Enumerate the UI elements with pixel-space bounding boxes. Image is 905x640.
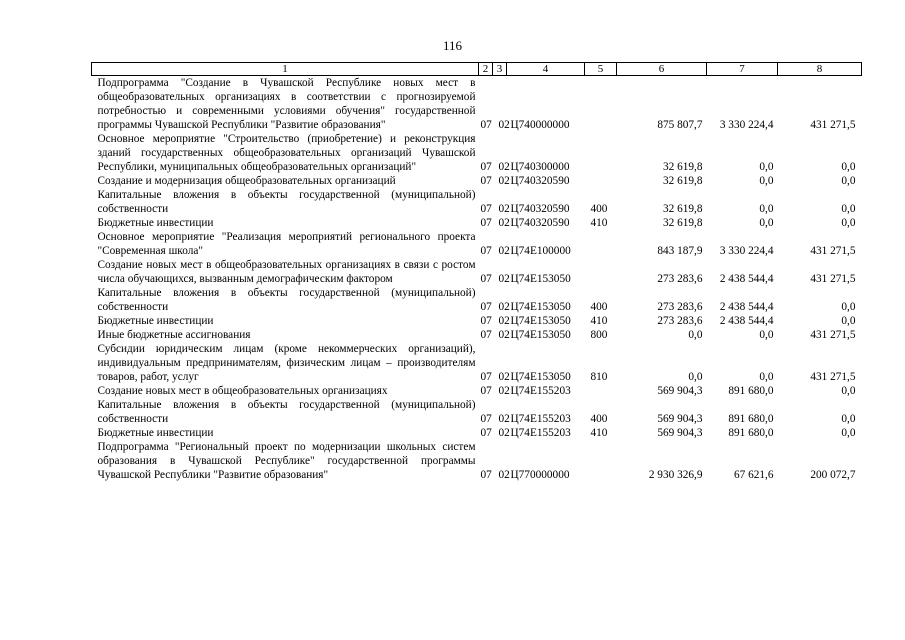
- amount-col7: 2 438 544,4: [719, 315, 774, 327]
- header-cell-1: 1: [92, 63, 479, 76]
- amount-col7: 891 680,0: [728, 427, 774, 439]
- amount-col6: 569 904,3: [657, 385, 703, 397]
- section-code: 07: [480, 203, 492, 215]
- expense-type-code: [585, 258, 617, 286]
- expense-type-code: [585, 76, 617, 133]
- amount-col8: 0,0: [841, 175, 856, 187]
- target-article-code: Ц74E153050: [510, 329, 571, 341]
- table-row: [92, 384, 862, 398]
- table-row: [92, 398, 862, 426]
- section-code: 07: [480, 175, 492, 187]
- target-article-code: Ц74E153050: [510, 315, 571, 327]
- row-name: Бюджетные инвестиции: [97, 217, 214, 229]
- amount-col8: 431 271,5: [810, 273, 856, 285]
- expense-type-code: 810: [590, 371, 608, 383]
- row-name: Подпрограмма "Региональный проект по модернизации школьных систем образования в Чувашской Республике" государственной программы Чувашской Республики "Развитие образования": [97, 441, 476, 481]
- table-row: [92, 328, 862, 342]
- subsection-code: 02: [498, 329, 510, 341]
- row-name: Создание новых мест в общеобразовательных организациях: [97, 385, 388, 397]
- amount-col7: 3 330 224,4: [719, 245, 774, 257]
- expense-type-code: 400: [590, 413, 608, 425]
- subsection-code: 02: [498, 175, 510, 187]
- table-row: [92, 426, 862, 440]
- row-name: Создание новых мест в общеобразовательных организациях в связи с ростом числа обучающихся, вызванным демографическим фактором: [97, 259, 476, 285]
- expense-type-code: 410: [590, 315, 608, 327]
- table-header-row: [92, 63, 862, 76]
- section-code: 07: [480, 245, 492, 257]
- target-article-code: Ц740320590: [510, 217, 570, 229]
- expense-type-code: [585, 174, 617, 188]
- header-cell-3: 3: [493, 63, 507, 76]
- section-code: 07: [480, 329, 492, 341]
- target-article-code: Ц74E153050: [510, 273, 571, 285]
- amount-col6: 32 619,8: [662, 175, 703, 187]
- amount-col8: 0,0: [841, 203, 856, 215]
- table-row: [92, 342, 862, 384]
- amount-col6: 273 283,6: [657, 273, 703, 285]
- amount-col6: 843 187,9: [657, 245, 703, 257]
- table-row: [92, 188, 862, 216]
- row-name: Субсидии юридическим лицам (кроме некоммерческих организаций), индивидуальным предпринимателям, физическим лицам – производителям товаров, работ, услуг: [97, 343, 476, 383]
- table-row: [92, 216, 862, 230]
- amount-col8: 431 271,5: [810, 119, 856, 131]
- header-cell-7: 7: [707, 63, 778, 76]
- table-row: [92, 76, 862, 133]
- amount-col6: 32 619,8: [662, 161, 703, 173]
- section-code: 07: [480, 301, 492, 313]
- row-name: Капитальные вложения в объекты государственной (муниципальной) собственности: [97, 287, 476, 313]
- row-name: Основное мероприятие "Строительство (приобретение) и реконструкция зданий государственных общеобразовательных организаций Чувашской Республики, муниципальных общеобразовательных организаций": [97, 133, 476, 173]
- target-article-code: Ц770000000: [510, 469, 570, 481]
- expense-type-code: 400: [590, 203, 608, 215]
- subsection-code: 02: [498, 203, 510, 215]
- table-row: [92, 132, 862, 174]
- subsection-code: 02: [498, 119, 510, 131]
- header-cell-4: 4: [507, 63, 585, 76]
- expense-type-code: [585, 230, 617, 258]
- section-code: 07: [480, 427, 492, 439]
- amount-col8: 200 072,7: [810, 469, 856, 481]
- amount-col7: 891 680,0: [728, 385, 774, 397]
- target-article-code: Ц740320590: [510, 203, 570, 215]
- expense-type-code: [585, 440, 617, 482]
- table-row: [92, 174, 862, 188]
- subsection-code: 02: [498, 315, 510, 327]
- section-code: 07: [480, 385, 492, 397]
- amount-col7: 3 330 224,4: [719, 119, 774, 131]
- amount-col8: 0,0: [841, 427, 856, 439]
- expense-type-code: 410: [590, 217, 608, 229]
- section-code: 07: [480, 371, 492, 383]
- amount-col7: 0,0: [759, 329, 774, 341]
- target-article-code: Ц74E155203: [510, 385, 571, 397]
- expense-type-code: 410: [590, 427, 608, 439]
- amount-col8: 0,0: [841, 217, 856, 229]
- amount-col7: 2 438 544,4: [719, 273, 774, 285]
- amount-col7: 0,0: [759, 371, 774, 383]
- target-article-code: Ц74E155203: [510, 413, 571, 425]
- amount-col6: 2 930 326,9: [648, 469, 703, 481]
- expense-type-code: [585, 132, 617, 174]
- table-row: [92, 440, 862, 482]
- row-name: Бюджетные инвестиции: [97, 427, 214, 439]
- expense-type-code: 800: [590, 329, 608, 341]
- amount-col6: 0,0: [688, 329, 703, 341]
- amount-col7: 2 438 544,4: [719, 301, 774, 313]
- section-code: 07: [480, 469, 492, 481]
- subsection-code: 02: [498, 371, 510, 383]
- amount-col7: 0,0: [759, 161, 774, 173]
- subsection-code: 02: [498, 301, 510, 313]
- subsection-code: 02: [498, 273, 510, 285]
- section-code: 07: [480, 315, 492, 327]
- target-article-code: Ц740000000: [510, 119, 570, 131]
- subsection-code: 02: [498, 469, 510, 481]
- amount-col8: 0,0: [841, 161, 856, 173]
- header-cell-2: 2: [479, 63, 493, 76]
- row-name: Бюджетные инвестиции: [97, 315, 214, 327]
- amount-col6: 569 904,3: [657, 413, 703, 425]
- subsection-code: 02: [498, 413, 510, 425]
- target-article-code: Ц74E153050: [510, 371, 571, 383]
- row-name: Капитальные вложения в объекты государственной (муниципальной) собственности: [97, 399, 476, 425]
- target-article-code: Ц740320590: [510, 175, 570, 187]
- subsection-code: 02: [498, 245, 510, 257]
- header-cell-6: 6: [617, 63, 707, 76]
- section-code: 07: [480, 119, 492, 131]
- amount-col8: 431 271,5: [810, 371, 856, 383]
- subsection-code: 02: [498, 427, 510, 439]
- target-article-code: Ц74E155203: [510, 427, 571, 439]
- row-name: Подпрограмма "Создание в Чувашской Республике новых мест в общеобразовательных организациях в соответствии с прогнозируемой потребностью и современными условиями обучения" государственной программы Чувашской Республики "Развитие образования": [97, 77, 476, 131]
- amount-col7: 67 621,6: [733, 469, 774, 481]
- amount-col8: 431 271,5: [810, 329, 856, 341]
- amount-col7: 0,0: [759, 217, 774, 229]
- page-number: 116: [442, 38, 463, 53]
- amount-col6: 32 619,8: [662, 203, 703, 215]
- amount-col6: 875 807,7: [657, 119, 703, 131]
- table-row: [92, 314, 862, 328]
- row-name: Капитальные вложения в объекты государственной (муниципальной) собственности: [97, 189, 476, 215]
- expense-type-code: 400: [590, 301, 608, 313]
- amount-col7: 891 680,0: [728, 413, 774, 425]
- amount-col6: 569 904,3: [657, 427, 703, 439]
- table-row: [92, 286, 862, 314]
- section-code: 07: [480, 273, 492, 285]
- amount-col6: 273 283,6: [657, 301, 703, 313]
- section-code: 07: [480, 413, 492, 425]
- amount-col6: 32 619,8: [662, 217, 703, 229]
- amount-col8: 0,0: [841, 385, 856, 397]
- section-code: 07: [480, 161, 492, 173]
- amount-col6: 0,0: [688, 371, 703, 383]
- amount-col8: 0,0: [841, 301, 856, 313]
- table-row: [92, 230, 862, 258]
- row-name: Иные бюджетные ассигнования: [97, 329, 251, 341]
- row-name: Создание и модернизация общеобразовательных организаций: [97, 175, 396, 187]
- target-article-code: Ц740300000: [510, 161, 570, 173]
- amount-col6: 273 283,6: [657, 315, 703, 327]
- target-article-code: Ц74E153050: [510, 301, 571, 313]
- budget-table: [91, 62, 862, 482]
- row-name: Основное мероприятие "Реализация мероприятий регионального проекта "Современная школа": [97, 231, 476, 257]
- amount-col8: 431 271,5: [810, 245, 856, 257]
- subsection-code: 02: [498, 217, 510, 229]
- amount-col8: 0,0: [841, 413, 856, 425]
- target-article-code: Ц74E100000: [510, 245, 571, 257]
- header-cell-5: 5: [585, 63, 617, 76]
- table-row: [92, 258, 862, 286]
- subsection-code: 02: [498, 385, 510, 397]
- expense-type-code: [585, 384, 617, 398]
- amount-col8: 0,0: [841, 315, 856, 327]
- header-cell-8: 8: [778, 63, 862, 76]
- section-code: 07: [480, 217, 492, 229]
- amount-col7: 0,0: [759, 203, 774, 215]
- subsection-code: 02: [498, 161, 510, 173]
- amount-col7: 0,0: [759, 175, 774, 187]
